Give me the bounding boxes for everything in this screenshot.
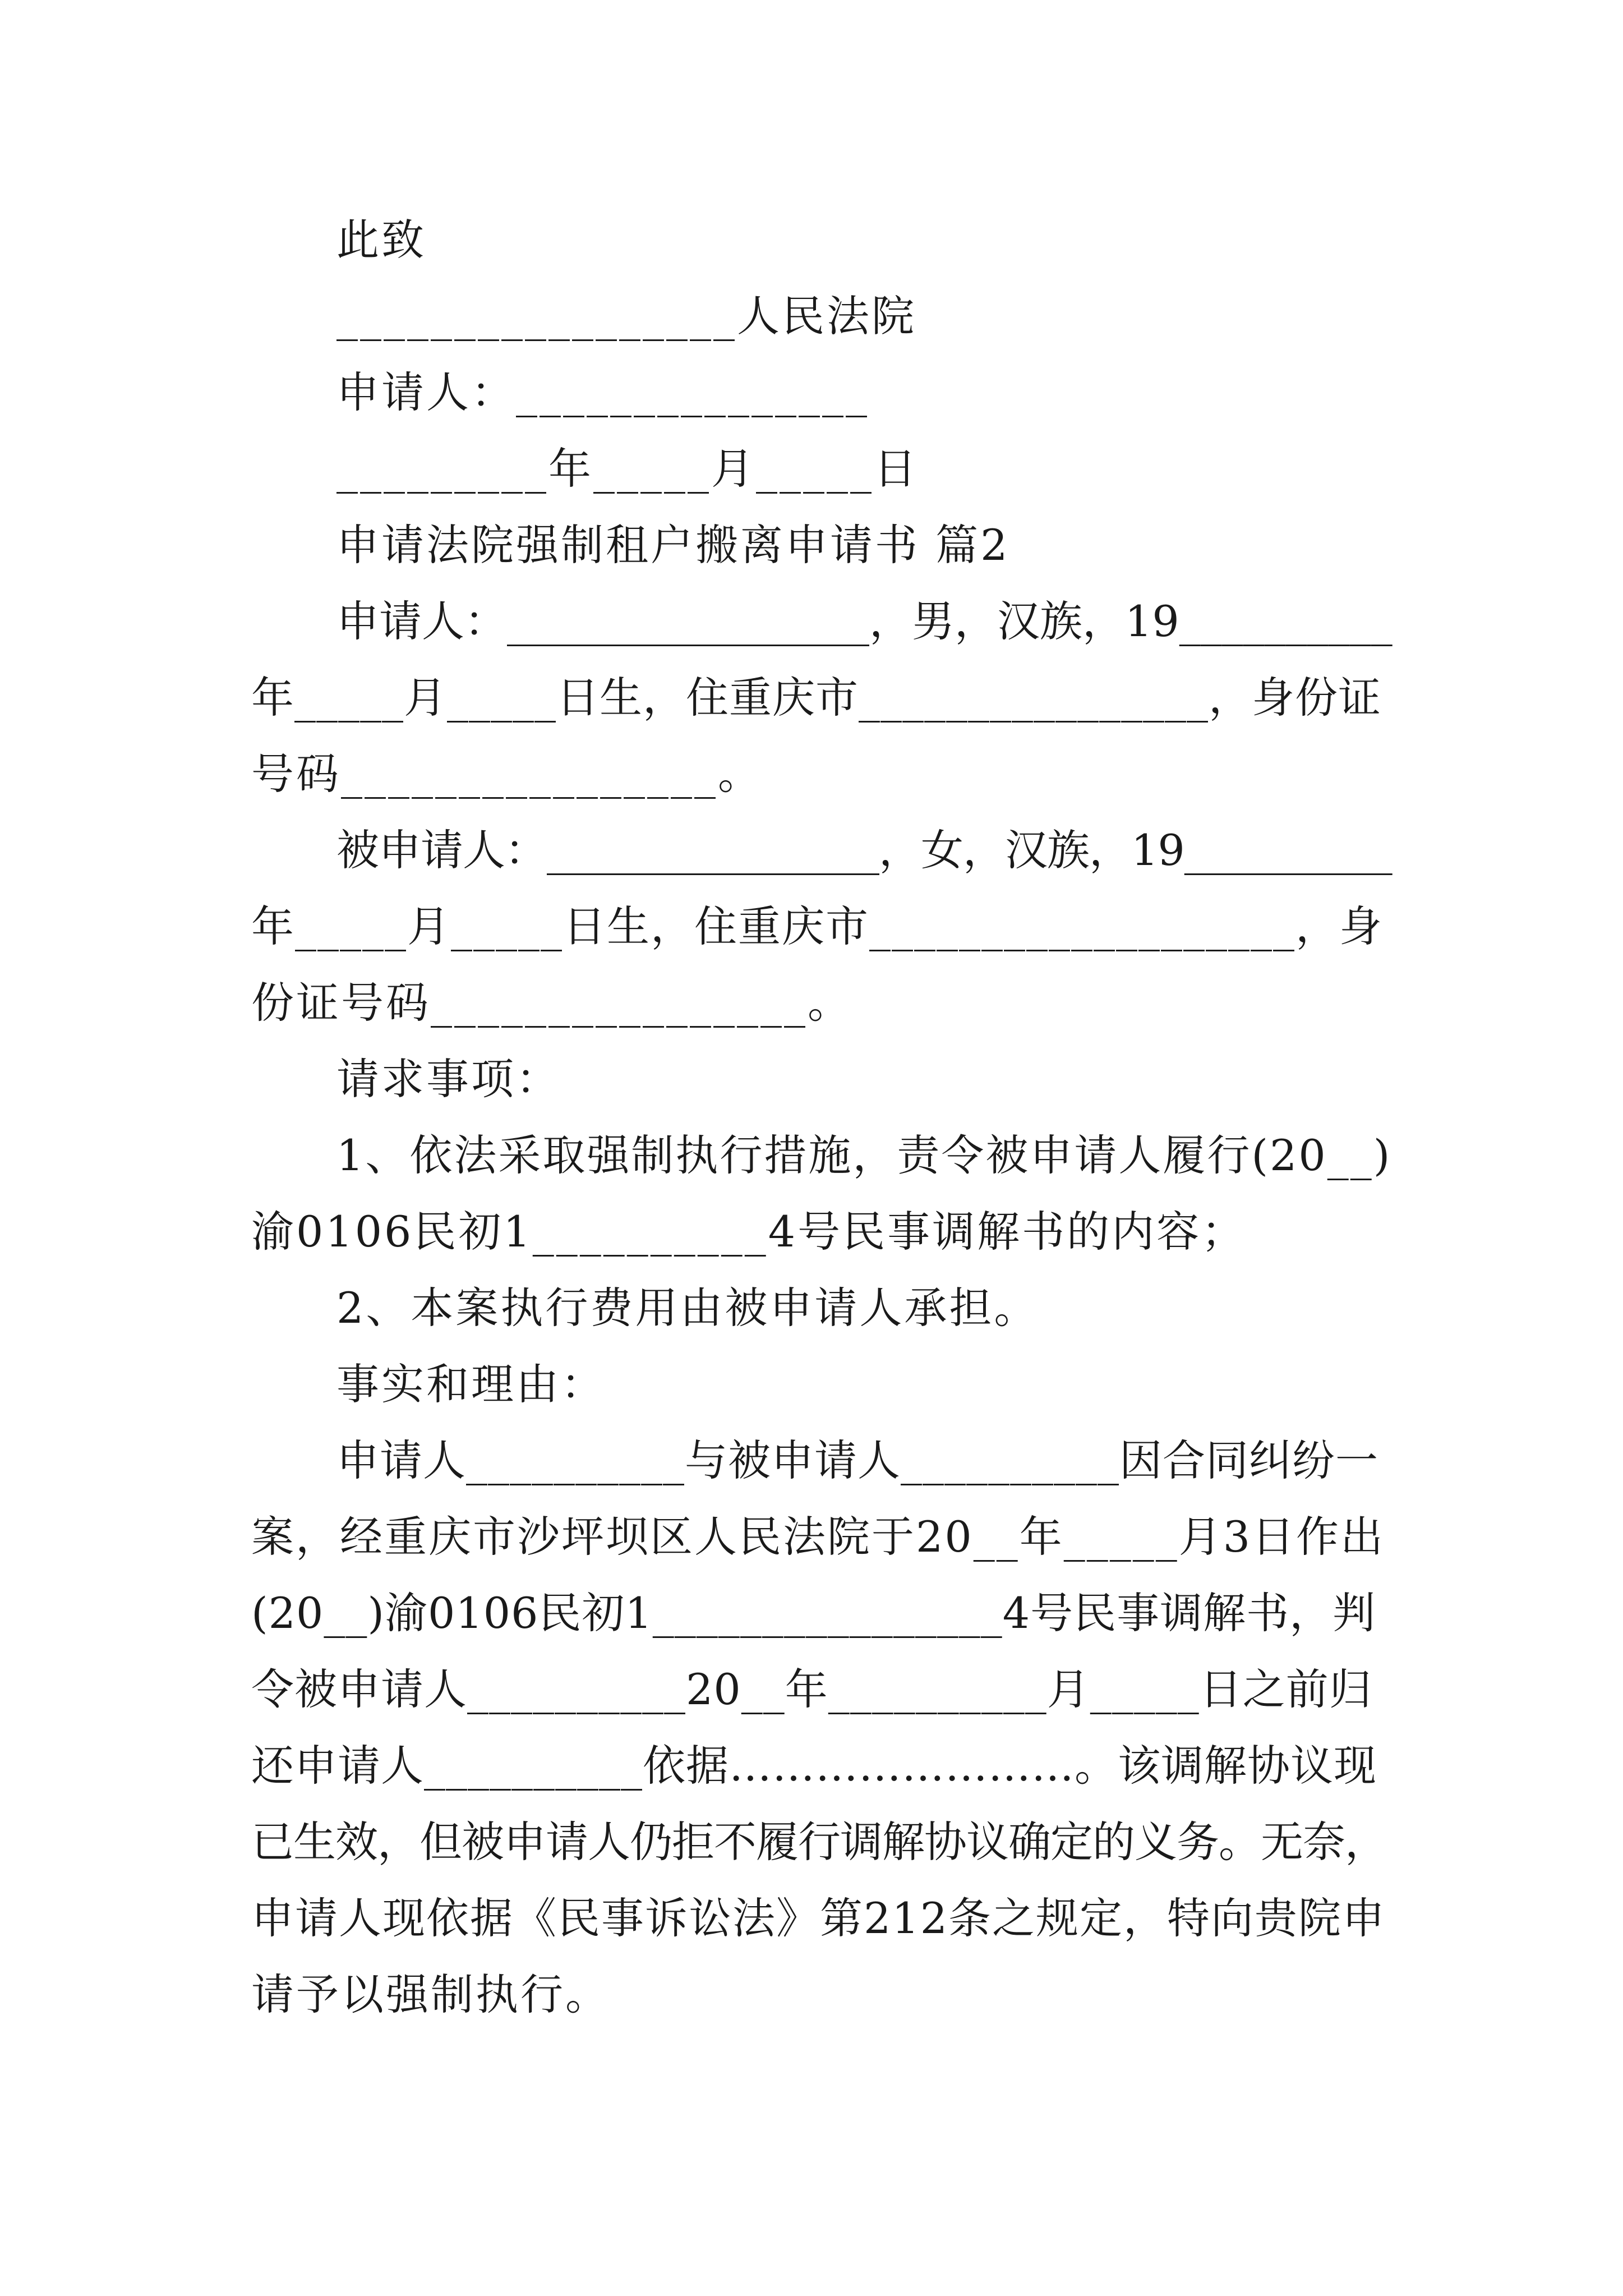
facts-line: 申请人现依据《民事诉讼法》第212条之规定，特向贵院申 (251, 1893, 1386, 1943)
facts-line: 令被申请人__________20__年__________月_____日之前归 (251, 1664, 1372, 1714)
closing-applicant-signature: 申请人：_______________ (336, 367, 869, 417)
respondent-line-3: 份证号码________________。 (251, 978, 852, 1028)
applicant-line-3: 号码________________。 (251, 749, 763, 799)
closing-greeting: 此致 (336, 215, 426, 265)
facts-title: 事实和理由： (336, 1359, 606, 1409)
closing-court: _________________人民法院 (336, 291, 916, 341)
facts-line: 请予以强制执行。 (251, 1970, 610, 2019)
applicant-line-1: 申请人：_________________，男，汉族，19__________ (336, 596, 1393, 646)
claim-item-1-line-2: 渝0106民初1__________4号民事调解书的内容； (251, 1207, 1247, 1257)
facts-line: 案，经重庆市沙坪坝区人民法院于20__年_____月3日作出 (251, 1512, 1385, 1562)
applicant-line-2: 年_____月_____日生，住重庆市________________，身份证 (251, 673, 1381, 723)
claim-item-1-line-1: 1、依法采取强制执行措施，责令被申请人履行(20__) (336, 1130, 1392, 1180)
respondent-line-1: 被申请人：________________，女，汉族，19__________ (336, 825, 1392, 875)
document-page (251, 202, 1393, 2033)
facts-line: (20__)渝0106民初1________________4号民事调解书，判 (251, 1588, 1376, 1638)
section-heading: 申请法院强制租户搬离申请书 篇2 (336, 520, 1010, 570)
facts-line: 还申请人__________依据……………………。该调解协议现 (251, 1741, 1377, 1791)
facts-line: 已生效，但被申请人仍拒不履行调解协议确定的义务。无奈， (251, 1817, 1387, 1867)
respondent-line-2: 年_____月_____日生，住重庆市___________________，身 (251, 901, 1383, 951)
claim-item-2: 2、本案执行费用由被申请人承担。 (336, 1283, 1039, 1333)
claims-title: 请求事项： (336, 1054, 561, 1104)
facts-line: 申请人__________与被申请人__________因合同纠纷一 (336, 1435, 1378, 1485)
closing-date: _________年_____月_____日 (336, 444, 919, 494)
